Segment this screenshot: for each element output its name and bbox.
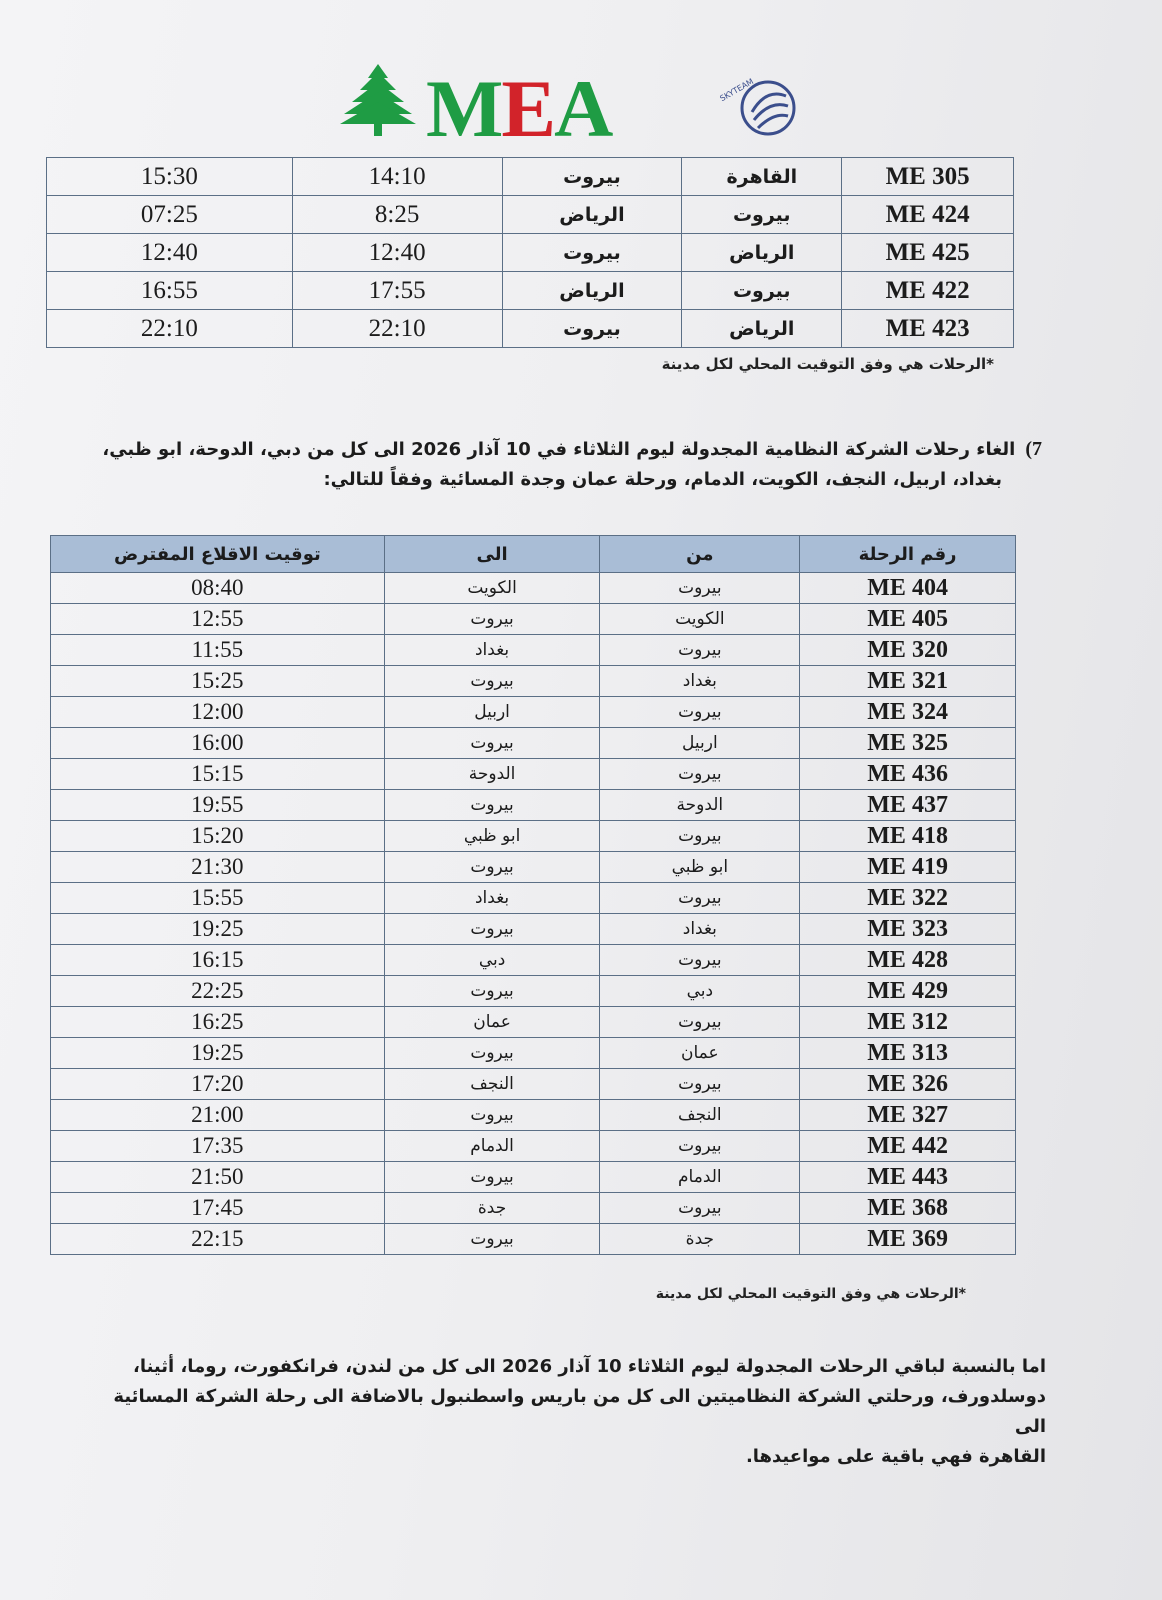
origin-cell: دبي (600, 976, 800, 1007)
origin-cell: بغداد (600, 666, 800, 697)
destination-cell: ابو ظبي (384, 821, 600, 852)
destination-cell: بيروت (384, 728, 600, 759)
destination-cell: الدوحة (384, 759, 600, 790)
table-row (51, 852, 1016, 883)
flight-number-cell: ME 325 (800, 728, 1016, 759)
table-row (47, 310, 1014, 348)
final-paragraph-line-2: دوسلدورف، ورحلتي الشركة النظاميتين الى كل من باريس واسطنبول بالاضافة الى رحلة الشركة المسائية الى (113, 1386, 1046, 1437)
header-flight-number: رقم الرحلة (800, 536, 1016, 573)
mea-wordmark (426, 63, 612, 154)
flight-number-cell: ME 369 (800, 1224, 1016, 1255)
destination-cell: بيروت (384, 604, 600, 635)
departure-time-cell: 15:20 (51, 821, 385, 852)
destination-cell: بيروت (384, 1224, 600, 1255)
section-7-number: 7) (1025, 438, 1042, 460)
departure-time-cell: 22:25 (51, 976, 385, 1007)
table-header-row (51, 536, 1016, 573)
table-row (51, 883, 1016, 914)
header-departure-time: توقيت الاقلاع المفترض (51, 536, 385, 573)
destination-cell: الدمام (384, 1131, 600, 1162)
table-row (51, 1193, 1016, 1224)
table-row (51, 697, 1016, 728)
origin-cell: اربيل (600, 728, 800, 759)
origin-cell: القاهرة (682, 158, 842, 196)
origin-cell: بيروت (600, 697, 800, 728)
table-row (51, 914, 1016, 945)
origin-cell: الدمام (600, 1162, 800, 1193)
table-row (51, 573, 1016, 604)
departure-time-cell: 8:25 (292, 196, 502, 234)
flight-number-cell: ME 368 (800, 1193, 1016, 1224)
flights-table-top-body (47, 158, 1014, 348)
destination-cell: بيروت (502, 310, 682, 348)
origin-cell: الدوحة (600, 790, 800, 821)
departure-time-cell: 15:55 (51, 883, 385, 914)
mea-logo (338, 60, 808, 154)
destination-cell: بيروت (384, 1038, 600, 1069)
header-from: من (600, 536, 800, 573)
table-row (51, 976, 1016, 1007)
flight-number-cell: ME 321 (800, 666, 1016, 697)
departure-time-cell: 15:15 (51, 759, 385, 790)
origin-cell: بيروت (600, 1069, 800, 1100)
departure-time-cell: 16:00 (51, 728, 385, 759)
destination-cell: بيروت (384, 852, 600, 883)
flight-number-cell: ME 424 (842, 196, 1014, 234)
origin-cell: بغداد (600, 914, 800, 945)
table-row (51, 945, 1016, 976)
departure-time-cell: 17:45 (51, 1193, 385, 1224)
origin-cell: بيروت (600, 1193, 800, 1224)
flight-number-cell: ME 313 (800, 1038, 1016, 1069)
departure-time-cell: 17:55 (292, 272, 502, 310)
departure-time-cell: 21:30 (51, 852, 385, 883)
section-7-line-2: بغداد، اربيل، النجف، الكويت، الدمام، ورحلة عمان وجدة المسائية وفقاً للتالي: (323, 469, 1002, 490)
table-row (51, 1131, 1016, 1162)
cancelled-flights-table (50, 535, 1016, 1255)
table-row (47, 196, 1014, 234)
departure-time-cell: 19:55 (51, 790, 385, 821)
origin-cell: بيروت (600, 883, 800, 914)
departure-time-cell: 19:25 (51, 1038, 385, 1069)
departure-time-cell: 17:20 (51, 1069, 385, 1100)
departure-time-cell: 21:00 (51, 1100, 385, 1131)
departure-time-cell: 21:50 (51, 1162, 385, 1193)
destination-cell: عمان (384, 1007, 600, 1038)
arrival-time-cell: 22:10 (47, 310, 293, 348)
departure-time-cell: 19:25 (51, 914, 385, 945)
flight-number-cell: ME 323 (800, 914, 1016, 945)
table-row (51, 1069, 1016, 1100)
destination-cell: النجف (384, 1069, 600, 1100)
flight-number-cell: ME 326 (800, 1069, 1016, 1100)
table-row (47, 272, 1014, 310)
departure-time-cell: 16:25 (51, 1007, 385, 1038)
destination-cell: الرياض (502, 272, 682, 310)
arrival-time-cell: 12:40 (47, 234, 293, 272)
destination-cell: جدة (384, 1193, 600, 1224)
table-row (51, 821, 1016, 852)
flight-number-cell: ME 322 (800, 883, 1016, 914)
destination-cell: بيروت (384, 976, 600, 1007)
origin-cell: عمان (600, 1038, 800, 1069)
destination-cell: اربيل (384, 697, 600, 728)
arrival-time-cell: 16:55 (47, 272, 293, 310)
flight-number-cell: ME 443 (800, 1162, 1016, 1193)
table-row (51, 604, 1016, 635)
flight-number-cell: ME 404 (800, 573, 1016, 604)
departure-time-cell: 11:55 (51, 635, 385, 666)
table-row (51, 1007, 1016, 1038)
flight-number-cell: ME 418 (800, 821, 1016, 852)
destination-cell: بغداد (384, 883, 600, 914)
flight-number-cell: ME 442 (800, 1131, 1016, 1162)
header-to: الى (384, 536, 600, 573)
departure-time-cell: 15:25 (51, 666, 385, 697)
final-paragraph-line-1: اما بالنسبة لباقي الرحلات المجدولة ليوم الثلاثاء 10 آذار 2026 الى كل من لندن، فرانكفورت، روما، أثينا، (132, 1356, 1046, 1377)
departure-time-cell: 16:15 (51, 945, 385, 976)
flights-table-top (46, 157, 1014, 348)
flight-number-cell: ME 419 (800, 852, 1016, 883)
section-7-text (32, 434, 1042, 495)
departure-time-cell: 17:35 (51, 1131, 385, 1162)
origin-cell: بيروت (600, 759, 800, 790)
table-row (51, 1224, 1016, 1255)
flight-number-cell: ME 324 (800, 697, 1016, 728)
skyteam-label: SKYTEAM (718, 76, 756, 104)
table-row (51, 666, 1016, 697)
table-row (51, 1100, 1016, 1131)
origin-cell: الرياض (682, 310, 842, 348)
flight-number-cell: ME 428 (800, 945, 1016, 976)
origin-cell: بيروت (600, 945, 800, 976)
flight-number-cell: ME 405 (800, 604, 1016, 635)
flight-number-cell: ME 320 (800, 635, 1016, 666)
flight-number-cell: ME 437 (800, 790, 1016, 821)
flight-number-cell: ME 429 (800, 976, 1016, 1007)
destination-cell: بيروت (502, 158, 682, 196)
destination-cell: بغداد (384, 635, 600, 666)
final-paragraph-line-3: القاهرة فهي باقية على مواعيدها. (745, 1446, 1046, 1467)
departure-time-cell: 12:40 (292, 234, 502, 272)
destination-cell: بيروت (384, 914, 600, 945)
table-row (51, 759, 1016, 790)
departure-time-cell: 12:00 (51, 697, 385, 728)
skyteam-logo-icon (718, 66, 806, 142)
flight-number-cell: ME 327 (800, 1100, 1016, 1131)
local-time-note: *الرحلات هي وفق التوقيت المحلي لكل مدينة (661, 355, 994, 373)
origin-cell: بيروت (600, 573, 800, 604)
destination-cell: الرياض (502, 196, 682, 234)
table-row (51, 635, 1016, 666)
arrival-time-cell: 07:25 (47, 196, 293, 234)
destination-cell: بيروت (384, 1100, 600, 1131)
flight-number-cell: ME 305 (842, 158, 1014, 196)
origin-cell: بيروت (682, 272, 842, 310)
cancelled-flights-table-body (51, 573, 1016, 1255)
table-row (47, 234, 1014, 272)
destination-cell: بيروت (502, 234, 682, 272)
departure-time-cell: 14:10 (292, 158, 502, 196)
section-7-line-1: 7)الغاء رحلات الشركة النظامية المجدولة ليوم الثلاثاء في 10 آذار 2026 الى كل من دبي، الدوحة، ابو ظبي، (102, 438, 1042, 460)
table-row (51, 1038, 1016, 1069)
table-row (47, 158, 1014, 196)
flight-number-cell: ME 425 (842, 234, 1014, 272)
departure-time-cell: 22:10 (292, 310, 502, 348)
origin-cell: بيروت (682, 196, 842, 234)
arrival-time-cell: 15:30 (47, 158, 293, 196)
final-paragraph (86, 1352, 1046, 1472)
destination-cell: بيروت (384, 1162, 600, 1193)
table-row (51, 728, 1016, 759)
local-time-note-2: *الرحلات هي وفق التوقيت المحلي لكل مدينة (655, 1286, 966, 1302)
origin-cell: بيروت (600, 635, 800, 666)
departure-time-cell: 12:55 (51, 604, 385, 635)
origin-cell: النجف (600, 1100, 800, 1131)
origin-cell: بيروت (600, 1007, 800, 1038)
table-row (51, 1162, 1016, 1193)
origin-cell: الرياض (682, 234, 842, 272)
destination-cell: الكويت (384, 573, 600, 604)
origin-cell: ابو ظبي (600, 852, 800, 883)
origin-cell: جدة (600, 1224, 800, 1255)
destination-cell: بيروت (384, 790, 600, 821)
departure-time-cell: 22:15 (51, 1224, 385, 1255)
destination-cell: دبي (384, 945, 600, 976)
departure-time-cell: 08:40 (51, 573, 385, 604)
destination-cell: بيروت (384, 666, 600, 697)
flight-number-cell: ME 436 (800, 759, 1016, 790)
flight-number-cell: ME 422 (842, 272, 1014, 310)
mea-wordmark-text: MEA (426, 63, 612, 154)
origin-cell: الكويت (600, 604, 800, 635)
flight-number-cell: ME 312 (800, 1007, 1016, 1038)
cedar-tree-icon (338, 60, 418, 140)
origin-cell: بيروت (600, 821, 800, 852)
origin-cell: بيروت (600, 1131, 800, 1162)
flight-number-cell: ME 423 (842, 310, 1014, 348)
table-row (51, 790, 1016, 821)
